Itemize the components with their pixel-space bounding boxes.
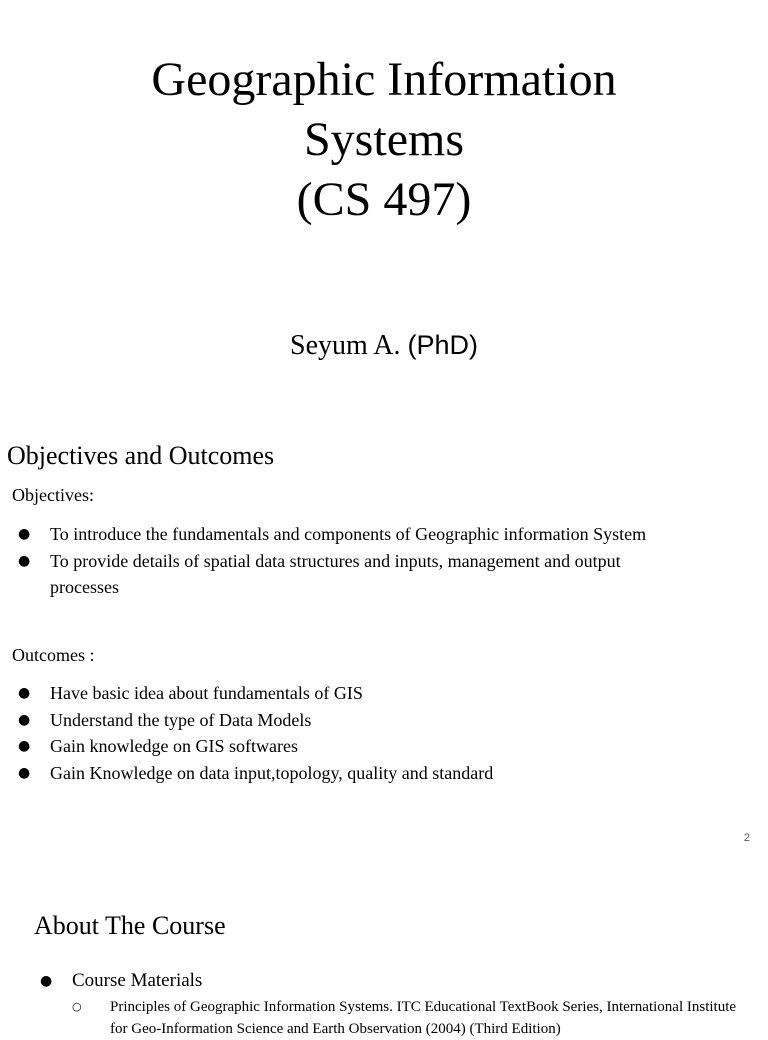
list-item: [12, 707, 712, 734]
page-number: 2: [743, 832, 750, 844]
bullet-icon: ●: [18, 685, 31, 701]
author-name: Seyum A.: [290, 330, 401, 361]
hollow-bullet-icon: ○: [72, 1000, 82, 1013]
course-list: [34, 968, 754, 1040]
outcomes-label: Outcomes :: [12, 645, 95, 665]
title-slide: [0, 0, 768, 414]
list-item-text: Gain Knowledge on data input,topology, quality and standard: [50, 762, 494, 783]
list-item-text: Understand the type of Data Models: [50, 709, 312, 730]
list-item: [12, 548, 692, 601]
list-item-text: Course Materials: [72, 970, 203, 991]
sublist-item: [72, 996, 754, 1040]
title-line: (CS 497): [296, 173, 472, 226]
list-item-text: To introduce the fundamentals and components of Geographic information System: [50, 524, 647, 544]
title-line: Systems: [303, 113, 465, 166]
list-item: [12, 760, 712, 787]
bullet-icon: ●: [40, 973, 53, 989]
objectives-slide: [0, 414, 768, 862]
slide-heading: About The Course: [34, 911, 226, 940]
list-item-text: To provide details of spatial data structures and inputs, management and output processes: [50, 550, 621, 597]
bullet-icon: ●: [18, 526, 31, 542]
course-materials-sublist: [72, 996, 754, 1040]
slide-heading: Objectives and Outcomes: [7, 441, 275, 470]
author-line: [0, 327, 768, 364]
objectives-list: [12, 521, 692, 601]
outcomes-list: [12, 680, 712, 786]
list-item: [12, 733, 712, 760]
about-slide: [0, 862, 768, 1037]
bullet-icon: ●: [18, 738, 31, 754]
list-item-text: Gain knowledge on GIS softwares: [50, 736, 298, 756]
bullet-icon: ●: [18, 711, 31, 728]
slide-title: [0, 50, 768, 230]
objectives-label: Objectives:: [12, 485, 94, 505]
bullet-icon: ●: [18, 764, 31, 781]
list-item: [12, 521, 692, 548]
sublist-item-text: Principles of Geographic Information Systems. ITC Educational TextBook Series, International Institute for Geo-Information Science and Earth Observation (2004) (Third Edition): [110, 999, 737, 1037]
list-item-text: Have basic idea about fundamentals of GIS: [50, 683, 363, 703]
bullet-icon: ●: [18, 552, 31, 569]
list-item: [12, 680, 712, 707]
list-item: [34, 968, 754, 1040]
title-line: Geographic Information: [151, 53, 617, 106]
author-degree: (PhD): [407, 330, 478, 360]
